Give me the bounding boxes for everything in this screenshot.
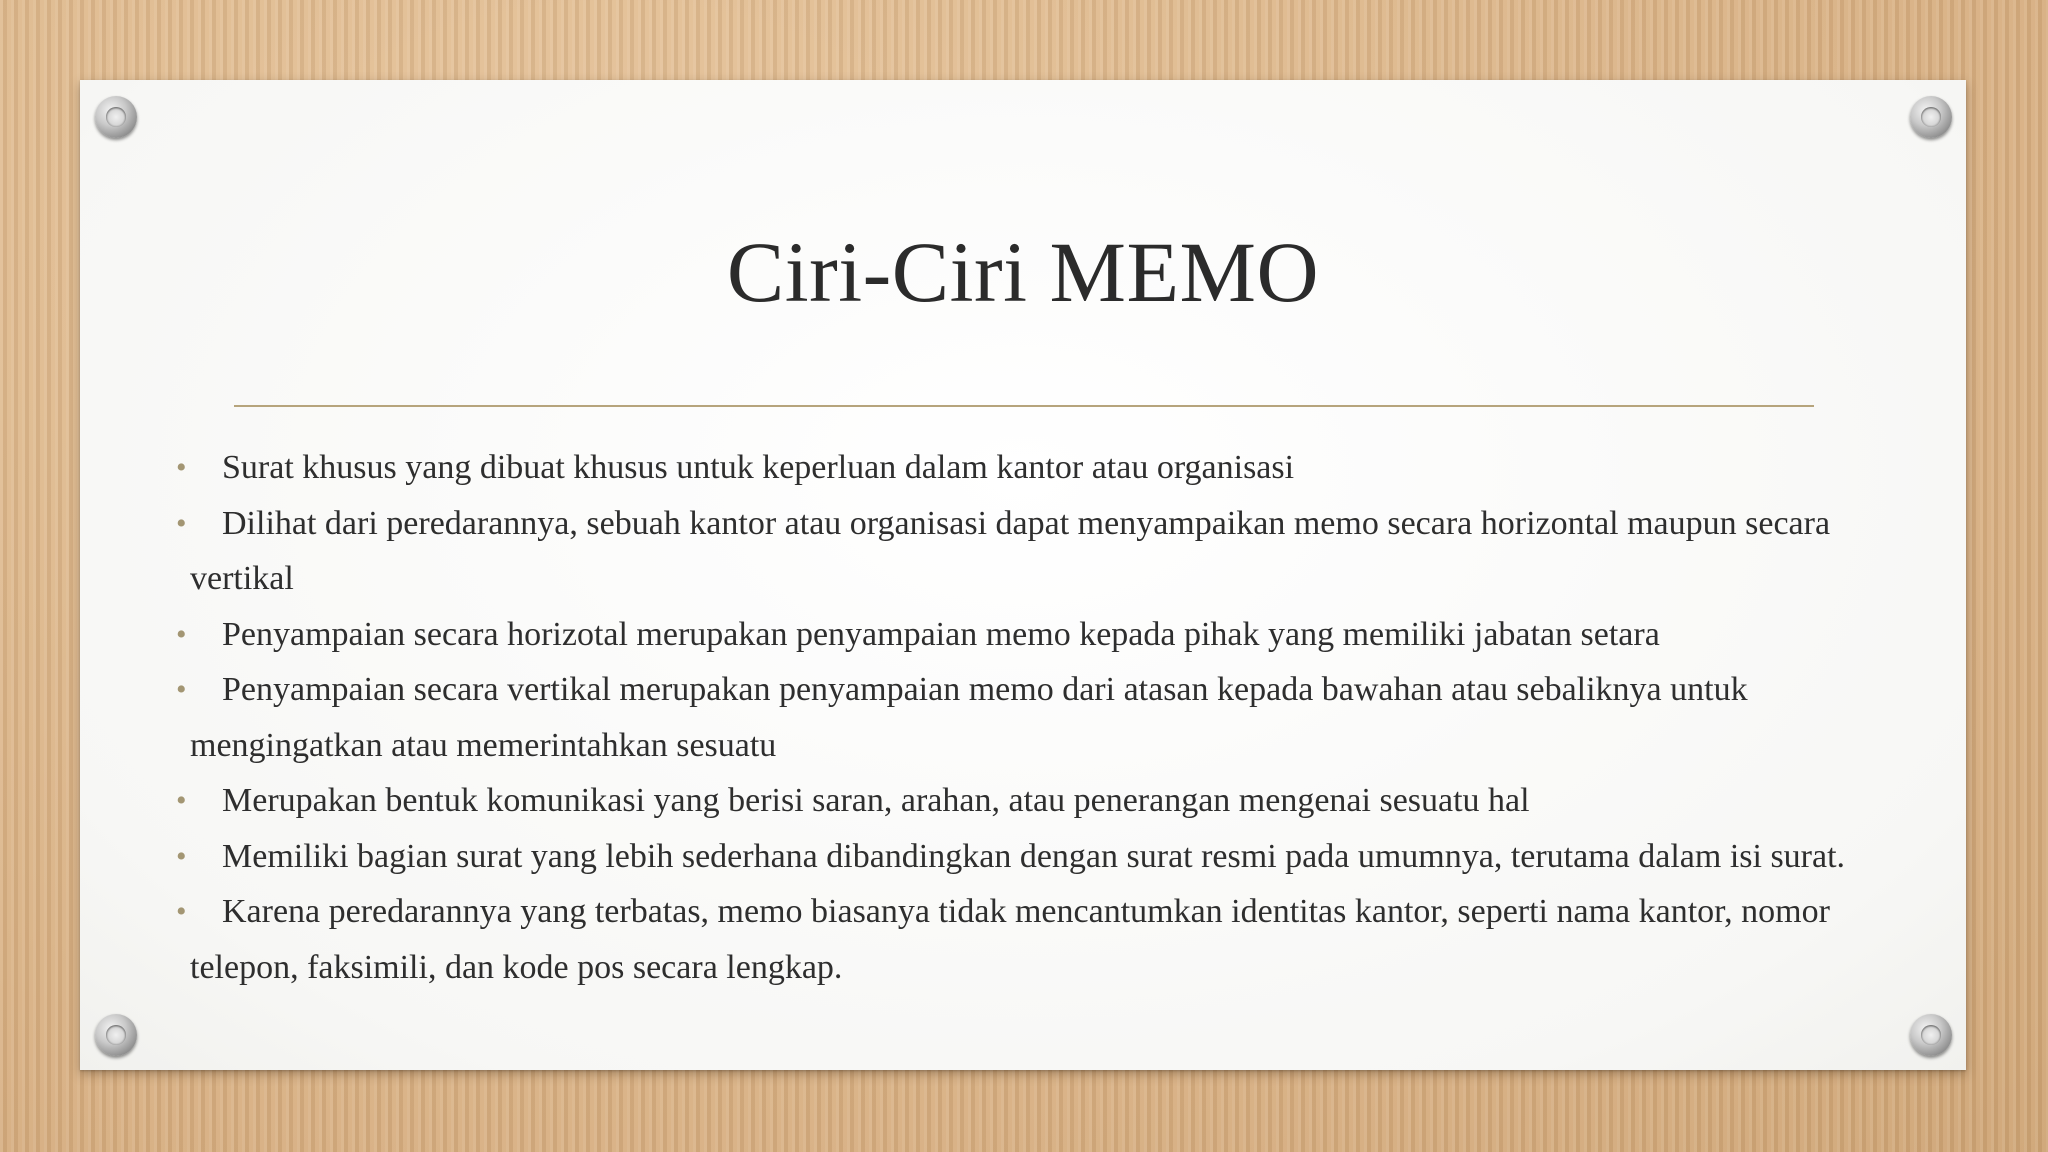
bullet-text: Dilihat dari peredarannya, sebuah kantor atau organisasi dapat menyampaikan memo secara horizontal maupun secara vertikal — [190, 504, 1831, 597]
bullet-item — [176, 884, 1890, 995]
bullet-icon: • — [176, 617, 187, 651]
bullet-icon: • — [176, 673, 187, 706]
bullet-text: Penyampaian secara vertikal merupakan penyampaian memo dari atasan kepada bawahan atau sebaliknya untuk mengingatkan atau memerintahkan sesuatu — [190, 671, 1748, 764]
bullet-item — [176, 773, 1890, 829]
bullet-icon: • — [176, 506, 187, 540]
bullet-item — [176, 496, 1890, 607]
bullet-text: Penyampaian secara horizotal merupakan penyampaian memo kepada pihak yang memiliki jabatan setara — [222, 615, 1660, 653]
bullet-item — [176, 662, 1890, 773]
bullet-item — [176, 829, 1890, 885]
bullet-icon: • — [176, 784, 187, 817]
bullet-text: Memiliki bagian surat yang lebih sederhana dibandingkan dengan surat resmi pada umumnya, terutama dalam isi surat. — [222, 837, 1846, 875]
bullet-text: Karena peredarannya yang terbatas, memo biasanya tidak mencantumkan identitas kantor, seperti nama kantor, nomor telepon, faksimili, dan kode pos secara lengkap. — [190, 893, 1830, 986]
bullet-icon: • — [176, 839, 187, 873]
grommet-top-left-icon — [95, 96, 137, 138]
grommet-bottom-right-icon — [1910, 1014, 1952, 1056]
bullet-item — [176, 607, 1890, 663]
bullet-list — [176, 440, 1890, 995]
bullet-icon: • — [176, 895, 187, 928]
slide-title: Ciri-Ciri MEMO — [726, 224, 1320, 320]
bullet-text: Surat khusus yang dibuat khusus untuk keperluan dalam kantor atau organisasi — [222, 449, 1295, 486]
bullet-text: Merupakan bentuk komunikasi yang berisi saran, arahan, atau penerangan mengenai sesuatu hal — [222, 782, 1530, 819]
bullet-item — [176, 440, 1890, 496]
title-divider — [234, 405, 1814, 407]
grommet-top-right-icon — [1910, 96, 1952, 138]
bullet-icon: • — [176, 451, 187, 484]
grommet-bottom-left-icon — [95, 1014, 137, 1056]
